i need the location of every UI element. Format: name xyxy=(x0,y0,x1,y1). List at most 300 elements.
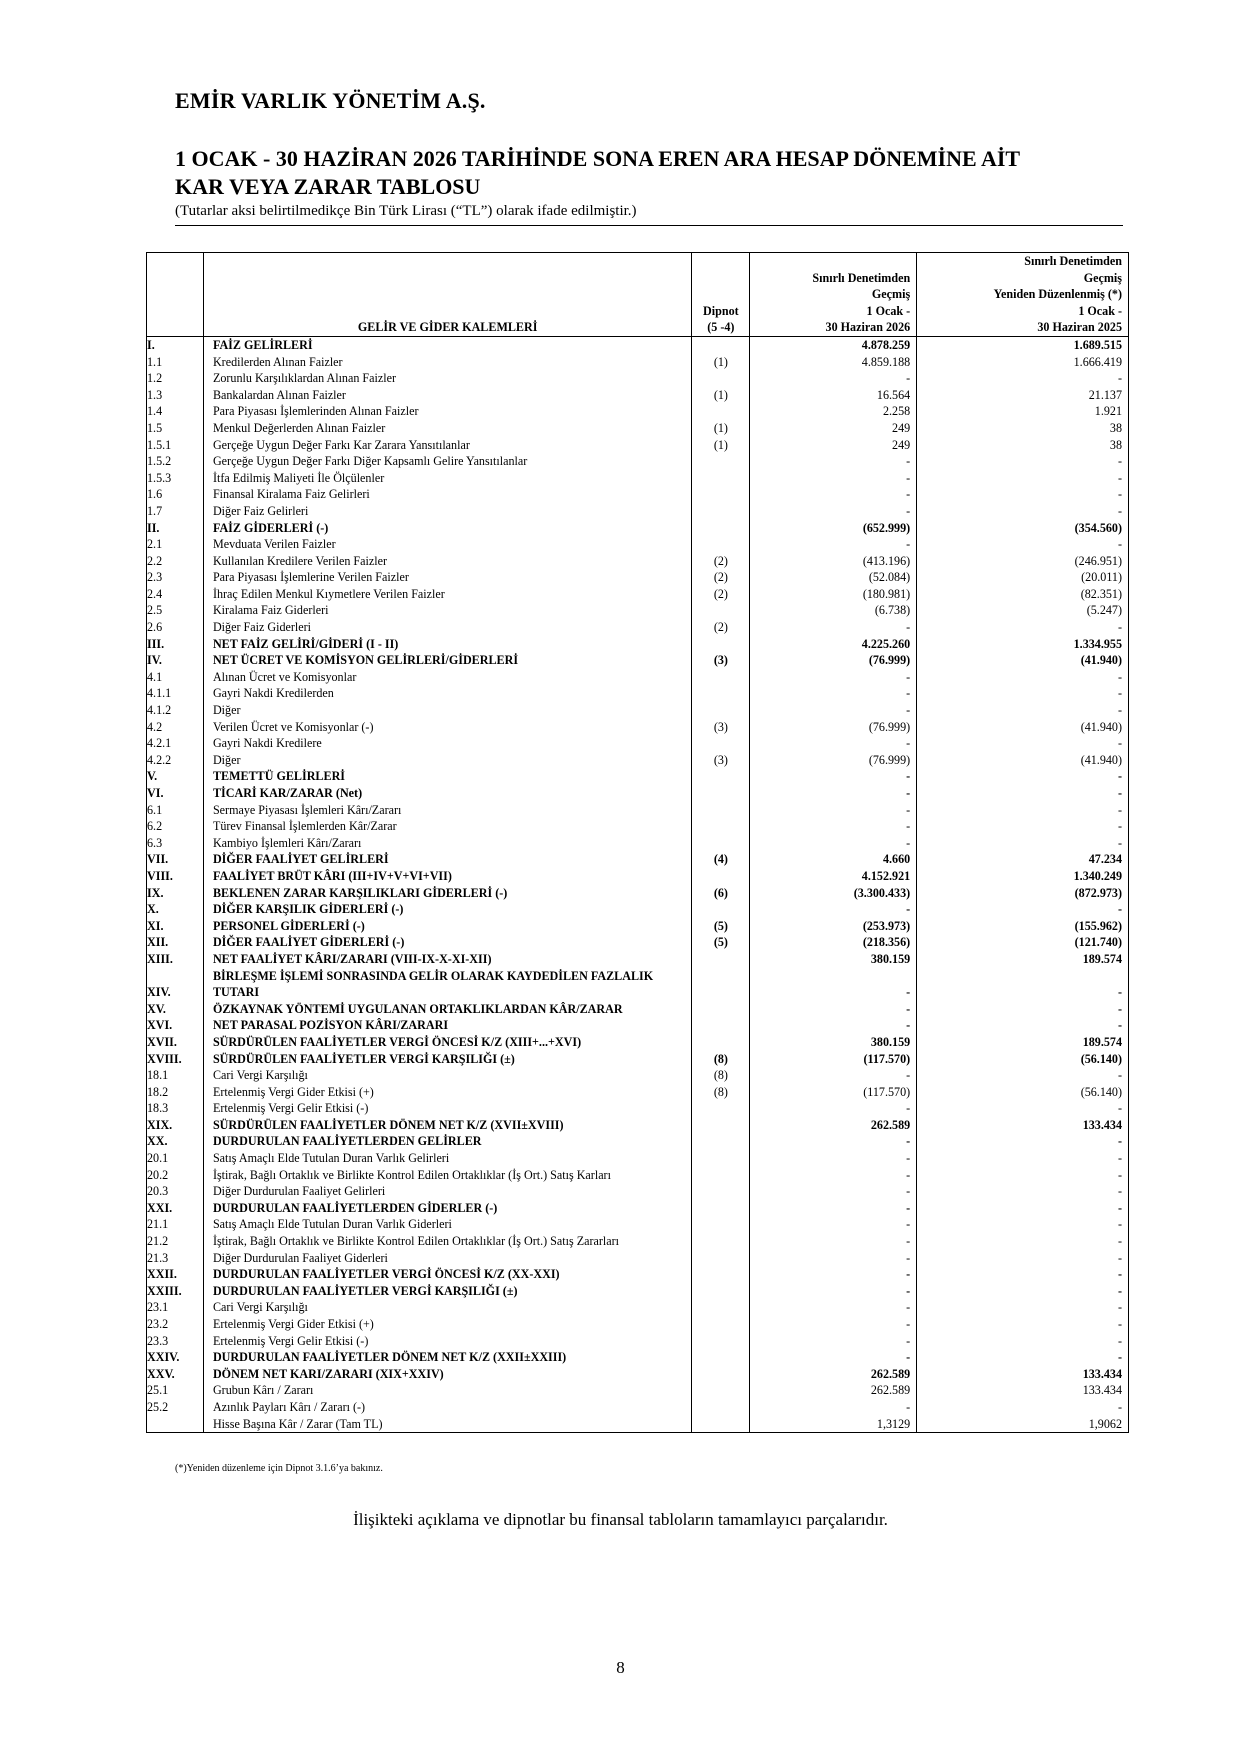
row-dipnot xyxy=(692,1266,750,1283)
row-dipnot xyxy=(692,818,750,835)
row-label: Satış Amaçlı Elde Tutulan Duran Varlık Gelirleri xyxy=(203,1150,691,1167)
row-current-value: 4.152.921 xyxy=(750,868,917,885)
row-current-value: - xyxy=(750,536,917,553)
row-prior-value: 133.434 xyxy=(917,1366,1129,1383)
row-current-value: - xyxy=(750,901,917,918)
row-dipnot xyxy=(692,1349,750,1366)
table-row xyxy=(147,1316,1129,1333)
row-current-value: - xyxy=(750,1100,917,1117)
row-dipnot xyxy=(692,470,750,487)
row-label: Gerçeğe Uygun Değer Farkı Kar Zarara Yansıtılanlar xyxy=(203,437,691,454)
row-label: Grubun Kârı / Zararı xyxy=(203,1382,691,1399)
row-current-value: 4.878.259 xyxy=(750,336,917,353)
table-row xyxy=(147,868,1129,885)
row-number: XV. xyxy=(147,1001,204,1018)
table-row xyxy=(147,1399,1129,1416)
table-row xyxy=(147,1167,1129,1184)
row-dipnot xyxy=(692,1416,750,1433)
table-row xyxy=(147,1266,1129,1283)
row-label: Cari Vergi Karşılığı xyxy=(203,1299,691,1316)
row-prior-value: 133.434 xyxy=(917,1117,1129,1134)
row-prior-value: - xyxy=(917,470,1129,487)
table-row xyxy=(147,403,1129,420)
row-number: 1.5.2 xyxy=(147,453,204,470)
row-prior-value: - xyxy=(917,1017,1129,1034)
row-prior-value: - xyxy=(917,1399,1129,1416)
row-prior-value: - xyxy=(917,685,1129,702)
header-prior-line-2: Geçmiş xyxy=(1083,270,1122,285)
row-current-value: - xyxy=(750,835,917,852)
row-dipnot: (2) xyxy=(692,619,750,636)
header-current-line-3: 1 Ocak - xyxy=(866,303,911,318)
row-label: Sermaye Piyasası İşlemleri Kârı/Zararı xyxy=(203,802,691,819)
table-row xyxy=(147,1150,1129,1167)
table-row xyxy=(147,918,1129,935)
row-number: XXIII. xyxy=(147,1283,204,1300)
table-row xyxy=(147,486,1129,503)
table-row xyxy=(147,1051,1129,1068)
row-prior-value: 21.137 xyxy=(917,387,1129,404)
row-label: SÜRDÜRÜLEN FAALİYETLER VERGİ ÖNCESİ K/Z (XIII+...+XVI) xyxy=(203,1034,691,1051)
row-dipnot xyxy=(692,1034,750,1051)
row-dipnot xyxy=(692,1133,750,1150)
row-current-value: 380.159 xyxy=(750,951,917,968)
row-number: 4.1.2 xyxy=(147,702,204,719)
row-current-value: (413.196) xyxy=(750,553,917,570)
row-current-value: - xyxy=(750,1250,917,1267)
table-row xyxy=(147,602,1129,619)
row-prior-value: - xyxy=(917,1150,1129,1167)
row-current-value: - xyxy=(750,470,917,487)
row-prior-value: 1.921 xyxy=(917,403,1129,420)
row-label: DİĞER FAALİYET GELİRLERİ xyxy=(203,851,691,868)
row-dipnot xyxy=(692,901,750,918)
row-current-value: - xyxy=(750,702,917,719)
row-label: Hisse Başına Kâr / Zarar (Tam TL) xyxy=(203,1416,691,1433)
row-number: 1.7 xyxy=(147,503,204,520)
row-dipnot xyxy=(692,968,750,1001)
row-current-value: - xyxy=(750,1333,917,1350)
table-row xyxy=(147,553,1129,570)
row-current-value: - xyxy=(750,735,917,752)
header-number xyxy=(147,253,204,337)
row-label: NET FAALİYET KÂRI/ZARARI (VIII-IX-X-XI-XII) xyxy=(203,951,691,968)
row-label: DURDURULAN FAALİYETLERDEN GİDERLER (-) xyxy=(203,1200,691,1217)
row-number: 23.3 xyxy=(147,1333,204,1350)
row-label: İtfa Edilmiş Maliyeti İle Ölçülenler xyxy=(203,470,691,487)
row-number: 23.1 xyxy=(147,1299,204,1316)
row-number: 21.1 xyxy=(147,1216,204,1233)
row-number: VI. xyxy=(147,785,204,802)
row-number: 2.3 xyxy=(147,569,204,586)
row-label: Verilen Ücret ve Komisyonlar (-) xyxy=(203,719,691,736)
row-number: XXV. xyxy=(147,1366,204,1383)
table-row xyxy=(147,354,1129,371)
row-number: II. xyxy=(147,520,204,537)
row-dipnot xyxy=(692,503,750,520)
row-current-value: (117.570) xyxy=(750,1084,917,1101)
row-current-value: - xyxy=(750,619,917,636)
row-number: 1.2 xyxy=(147,370,204,387)
table-row xyxy=(147,520,1129,537)
row-number: XVII. xyxy=(147,1034,204,1051)
row-number: 6.3 xyxy=(147,835,204,852)
row-current-value: (76.999) xyxy=(750,652,917,669)
row-dipnot xyxy=(692,1299,750,1316)
row-number: III. xyxy=(147,636,204,653)
row-prior-value: 189.574 xyxy=(917,951,1129,968)
row-number: V. xyxy=(147,768,204,785)
table-row xyxy=(147,702,1129,719)
row-number: IX. xyxy=(147,885,204,902)
table-row xyxy=(147,1416,1129,1433)
row-current-value: 4.859.188 xyxy=(750,354,917,371)
row-number: 21.2 xyxy=(147,1233,204,1250)
row-number: 2.6 xyxy=(147,619,204,636)
row-label: Kredilerden Alınan Faizler xyxy=(203,354,691,371)
row-dipnot xyxy=(692,1333,750,1350)
row-number: XXII. xyxy=(147,1266,204,1283)
row-prior-value: (155.962) xyxy=(917,918,1129,935)
row-dipnot xyxy=(692,735,750,752)
row-dipnot xyxy=(692,1366,750,1383)
row-number: 4.1 xyxy=(147,669,204,686)
header-dipnot xyxy=(692,253,750,337)
row-label: ÖZKAYNAK YÖNTEMİ UYGULANAN ORTAKLIKLARDAN KÂR/ZARAR xyxy=(203,1001,691,1018)
row-current-value: - xyxy=(750,1266,917,1283)
row-number: 25.2 xyxy=(147,1399,204,1416)
header-prior-line-3: Yeniden Düzenlenmiş (*) xyxy=(993,287,1122,302)
table-row xyxy=(147,1250,1129,1267)
row-label: TİCARİ KAR/ZARAR (Net) xyxy=(203,785,691,802)
table-row xyxy=(147,1133,1129,1150)
table-row xyxy=(147,1349,1129,1366)
row-number: 1.1 xyxy=(147,354,204,371)
row-label: Ertelenmiş Vergi Gelir Etkisi (-) xyxy=(203,1100,691,1117)
row-label: İştirak, Bağlı Ortaklık ve Birlikte Kontrol Edilen Ortaklıklar (İş Ort.) Satış Karları xyxy=(203,1167,691,1184)
row-label: BEKLENEN ZARAR KARŞILIKLARI GİDERLERİ (-) xyxy=(203,885,691,902)
row-current-value: 380.159 xyxy=(750,1034,917,1051)
row-prior-value: (41.940) xyxy=(917,752,1129,769)
row-prior-value: - xyxy=(917,1067,1129,1084)
row-label: Kiralama Faiz Giderleri xyxy=(203,602,691,619)
row-dipnot xyxy=(692,1017,750,1034)
footnote: (*)Yeniden düzenleme için Dipnot 3.1.6’ya bakınız. xyxy=(175,1463,383,1474)
row-number: 18.3 xyxy=(147,1100,204,1117)
company-name: EMİR VARLIK YÖNETİM A.Ş. xyxy=(175,88,486,113)
header-prior-line-4: 1 Ocak - xyxy=(1078,303,1122,318)
row-number xyxy=(147,1416,204,1433)
row-prior-value: - xyxy=(917,1250,1129,1267)
row-prior-value: - xyxy=(917,968,1129,1001)
row-current-value: (218.356) xyxy=(750,934,917,951)
row-current-value: - xyxy=(750,669,917,686)
row-prior-value: (121.740) xyxy=(917,934,1129,951)
row-number: XXIV. xyxy=(147,1349,204,1366)
title-line-2: KAR VEYA ZARAR TABLOSU xyxy=(175,174,481,199)
row-dipnot: (2) xyxy=(692,553,750,570)
row-number: 23.2 xyxy=(147,1316,204,1333)
row-current-value: (52.084) xyxy=(750,569,917,586)
row-current-value: - xyxy=(750,768,917,785)
row-prior-value: - xyxy=(917,901,1129,918)
row-prior-value: - xyxy=(917,503,1129,520)
table-row xyxy=(147,336,1129,353)
row-prior-value: 1.334.955 xyxy=(917,636,1129,653)
row-label: Diğer xyxy=(203,702,691,719)
row-current-value: - xyxy=(750,1216,917,1233)
row-number: 20.1 xyxy=(147,1150,204,1167)
row-prior-value: 1,9062 xyxy=(917,1416,1129,1433)
row-number: VII. xyxy=(147,851,204,868)
row-dipnot xyxy=(692,951,750,968)
header-prior-line-5: 30 Haziran 2025 xyxy=(1037,320,1122,335)
row-dipnot xyxy=(692,868,750,885)
row-dipnot xyxy=(692,702,750,719)
table-row xyxy=(147,652,1129,669)
row-number: 1.5.3 xyxy=(147,470,204,487)
row-current-value: - xyxy=(750,1233,917,1250)
row-label: Diğer Faiz Giderleri xyxy=(203,619,691,636)
table-row xyxy=(147,1001,1129,1018)
row-label: Azınlık Payları Kârı / Zararı (-) xyxy=(203,1399,691,1416)
table-row xyxy=(147,1183,1129,1200)
row-dipnot xyxy=(692,636,750,653)
row-prior-value: - xyxy=(917,1333,1129,1350)
table-row xyxy=(147,1100,1129,1117)
row-prior-value: (56.140) xyxy=(917,1084,1129,1101)
row-dipnot: (8) xyxy=(692,1067,750,1084)
row-number: XIX. xyxy=(147,1117,204,1134)
row-dipnot: (2) xyxy=(692,586,750,603)
row-label: Mevduata Verilen Faizler xyxy=(203,536,691,553)
row-label: DURDURULAN FAALİYETLER VERGİ KARŞILIĞI (±) xyxy=(203,1283,691,1300)
row-dipnot xyxy=(692,453,750,470)
row-prior-value: - xyxy=(917,453,1129,470)
row-label: DİĞER KARŞILIK GİDERLERİ (-) xyxy=(203,901,691,918)
table-row xyxy=(147,901,1129,918)
row-current-value: (76.999) xyxy=(750,752,917,769)
table-row xyxy=(147,885,1129,902)
row-current-value: (652.999) xyxy=(750,520,917,537)
row-label: TEMETTÜ GELİRLERİ xyxy=(203,768,691,785)
row-dipnot: (8) xyxy=(692,1051,750,1068)
row-current-value: - xyxy=(750,968,917,1001)
table-row xyxy=(147,818,1129,835)
row-label: İhraç Edilen Menkul Kıymetlere Verilen Faizler xyxy=(203,586,691,603)
row-prior-value: - xyxy=(917,669,1129,686)
row-number: XVI. xyxy=(147,1017,204,1034)
row-number: 1.6 xyxy=(147,486,204,503)
row-current-value: - xyxy=(750,1067,917,1084)
row-dipnot xyxy=(692,768,750,785)
row-dipnot xyxy=(692,602,750,619)
row-prior-value: - xyxy=(917,1183,1129,1200)
row-current-value: (180.981) xyxy=(750,586,917,603)
row-number: X. xyxy=(147,901,204,918)
row-current-value: (117.570) xyxy=(750,1051,917,1068)
row-prior-value: 47.234 xyxy=(917,851,1129,868)
row-label: Kullanılan Kredilere Verilen Faizler xyxy=(203,553,691,570)
row-label: Satış Amaçlı Elde Tutulan Duran Varlık Giderleri xyxy=(203,1216,691,1233)
row-dipnot xyxy=(692,1250,750,1267)
row-number: VIII. xyxy=(147,868,204,885)
table-row xyxy=(147,1366,1129,1383)
row-number: 2.5 xyxy=(147,602,204,619)
table-row xyxy=(147,835,1129,852)
table-row xyxy=(147,1233,1129,1250)
row-label: Gayri Nakdi Kredilere xyxy=(203,735,691,752)
row-current-value: - xyxy=(750,370,917,387)
row-prior-value: 133.434 xyxy=(917,1382,1129,1399)
table-row xyxy=(147,1117,1129,1134)
row-label: PERSONEL GİDERLERİ (-) xyxy=(203,918,691,935)
row-dipnot: (1) xyxy=(692,354,750,371)
row-label: Cari Vergi Karşılığı xyxy=(203,1067,691,1084)
row-prior-value: 1.689.515 xyxy=(917,336,1129,353)
row-label: Ertelenmiş Vergi Gelir Etkisi (-) xyxy=(203,1333,691,1350)
row-prior-value: - xyxy=(917,1001,1129,1018)
table-row xyxy=(147,1216,1129,1233)
row-prior-value: - xyxy=(917,802,1129,819)
row-prior-value: - xyxy=(917,619,1129,636)
row-number: XI. xyxy=(147,918,204,935)
row-prior-value: - xyxy=(917,785,1129,802)
row-current-value: - xyxy=(750,685,917,702)
table-row xyxy=(147,802,1129,819)
row-dipnot: (1) xyxy=(692,420,750,437)
row-label: NET ÜCRET VE KOMİSYON GELİRLERİ/GİDERLERİ xyxy=(203,652,691,669)
row-label: DİĞER FAALİYET GİDERLERİ (-) xyxy=(203,934,691,951)
row-dipnot: (3) xyxy=(692,752,750,769)
row-current-value: - xyxy=(750,486,917,503)
row-dipnot xyxy=(692,536,750,553)
row-current-value: - xyxy=(750,1183,917,1200)
row-dipnot xyxy=(692,1200,750,1217)
row-number: 4.1.1 xyxy=(147,685,204,702)
row-label: Ertelenmiş Vergi Gider Etkisi (+) xyxy=(203,1316,691,1333)
table-row xyxy=(147,370,1129,387)
row-current-value: (253.973) xyxy=(750,918,917,935)
row-label: DURDURULAN FAALİYETLERDEN GELİRLER xyxy=(203,1133,691,1150)
row-prior-value: - xyxy=(917,768,1129,785)
table-row xyxy=(147,1017,1129,1034)
row-prior-value: - xyxy=(917,702,1129,719)
row-label: Para Piyasası İşlemlerinden Alınan Faizler xyxy=(203,403,691,420)
row-prior-value: - xyxy=(917,1133,1129,1150)
row-label: FAALİYET BRÜT KÂRI (III+IV+V+VI+VII) xyxy=(203,868,691,885)
table-row xyxy=(147,636,1129,653)
table-row xyxy=(147,1283,1129,1300)
table-row xyxy=(147,453,1129,470)
row-current-value: - xyxy=(750,1167,917,1184)
row-label: SÜRDÜRÜLEN FAALİYETLER VERGİ KARŞILIĞI (±) xyxy=(203,1051,691,1068)
row-current-value: - xyxy=(750,1001,917,1018)
row-prior-value: (5.247) xyxy=(917,602,1129,619)
row-dipnot: (8) xyxy=(692,1084,750,1101)
row-prior-value: - xyxy=(917,1299,1129,1316)
row-number: XIV. xyxy=(147,968,204,1001)
row-label: Gayri Nakdi Kredilerden xyxy=(203,685,691,702)
row-current-value: - xyxy=(750,1316,917,1333)
header-prior-period xyxy=(917,253,1129,337)
table-row xyxy=(147,735,1129,752)
table-row xyxy=(147,968,1129,1001)
row-prior-value: - xyxy=(917,1200,1129,1217)
row-dipnot xyxy=(692,1316,750,1333)
page-number: 8 xyxy=(616,1658,625,1677)
row-prior-value: 189.574 xyxy=(917,1034,1129,1051)
row-prior-value: 1.666.419 xyxy=(917,354,1129,371)
row-prior-value: - xyxy=(917,1100,1129,1117)
row-prior-value: (354.560) xyxy=(917,520,1129,537)
row-dipnot xyxy=(692,1183,750,1200)
row-dipnot xyxy=(692,1167,750,1184)
row-number: 18.1 xyxy=(147,1067,204,1084)
row-label: Menkul Değerlerden Alınan Faizler xyxy=(203,420,691,437)
row-dipnot xyxy=(692,370,750,387)
row-current-value: 249 xyxy=(750,437,917,454)
row-label: NET PARASAL POZİSYON KÂRI/ZARARI xyxy=(203,1017,691,1034)
row-label: NET FAİZ GELİRİ/GİDERİ (I - II) xyxy=(203,636,691,653)
row-dipnot xyxy=(692,1233,750,1250)
row-number: 2.1 xyxy=(147,536,204,553)
row-number: XII. xyxy=(147,934,204,951)
row-current-value: 2.258 xyxy=(750,403,917,420)
row-label: Finansal Kiralama Faiz Gelirleri xyxy=(203,486,691,503)
table-row xyxy=(147,851,1129,868)
table-row xyxy=(147,719,1129,736)
row-prior-value: - xyxy=(917,1167,1129,1184)
row-prior-value: (20.011) xyxy=(917,569,1129,586)
row-dipnot xyxy=(692,802,750,819)
row-current-value: - xyxy=(750,1150,917,1167)
row-label: Gerçeğe Uygun Değer Farkı Diğer Kapsamlı Gelire Yansıtılanlar xyxy=(203,453,691,470)
row-dipnot: (6) xyxy=(692,885,750,902)
row-prior-value: (246.951) xyxy=(917,553,1129,570)
row-number: 1.3 xyxy=(147,387,204,404)
row-current-value: 262.589 xyxy=(750,1117,917,1134)
header-current-period xyxy=(750,253,917,337)
row-label: İştirak, Bağlı Ortaklık ve Birlikte Kontrol Edilen Ortaklıklar (İş Ort.) Satış Zararları xyxy=(203,1233,691,1250)
table-row xyxy=(147,1382,1129,1399)
table-row xyxy=(147,785,1129,802)
row-dipnot xyxy=(692,1283,750,1300)
row-prior-value: (872.973) xyxy=(917,885,1129,902)
row-number: XIII. xyxy=(147,951,204,968)
row-current-value: 16.564 xyxy=(750,387,917,404)
row-dipnot xyxy=(692,685,750,702)
table-row xyxy=(147,669,1129,686)
header-current-line-1: Sınırlı Denetimden xyxy=(812,270,911,285)
row-dipnot: (3) xyxy=(692,719,750,736)
row-prior-value: 1.340.249 xyxy=(917,868,1129,885)
row-prior-value: (41.940) xyxy=(917,652,1129,669)
row-number: 2.4 xyxy=(147,586,204,603)
row-label: FAİZ GELİRLERİ xyxy=(203,336,691,353)
row-current-value: - xyxy=(750,1200,917,1217)
table-row xyxy=(147,536,1129,553)
row-dipnot xyxy=(692,1399,750,1416)
row-number: 18.2 xyxy=(147,1084,204,1101)
row-label: Ertelenmiş Vergi Gider Etkisi (+) xyxy=(203,1084,691,1101)
header-item: GELİR VE GİDER KALEMLERİ xyxy=(203,253,691,337)
row-dipnot: (4) xyxy=(692,851,750,868)
row-current-value: - xyxy=(750,1349,917,1366)
row-label: DURDURULAN FAALİYETLER VERGİ ÖNCESİ K/Z (XX-XXI) xyxy=(203,1266,691,1283)
row-prior-value: (56.140) xyxy=(917,1051,1129,1068)
row-dipnot: (5) xyxy=(692,918,750,935)
